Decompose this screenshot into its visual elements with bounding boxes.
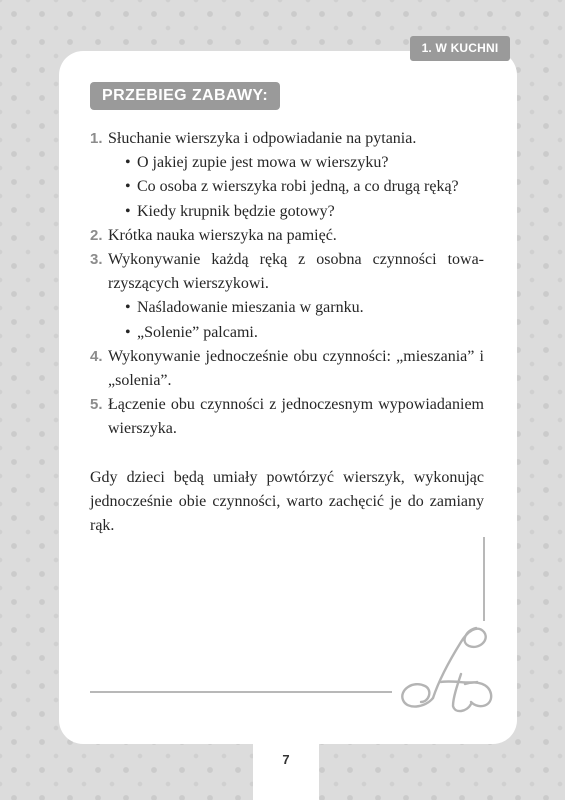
horizontal-rule bbox=[90, 691, 392, 693]
step-number: 2. bbox=[90, 226, 103, 244]
bullet-item: • Co osoba z wierszyka robi jedną, a co drugą ręką? bbox=[108, 175, 484, 199]
step-number: 1. bbox=[90, 130, 103, 147]
step-item bbox=[90, 393, 484, 441]
bullet-item: • O jakiej zupie jest mowa w wierszyku? bbox=[108, 151, 484, 175]
bullet-item: • Kiedy krupnik będzie gotowy? bbox=[108, 200, 484, 224]
section-heading: PRZEBIEG ZABAWY: bbox=[90, 82, 280, 110]
step-text: Łączenie obu czynności z jednoczesnym wypowiadaniem wierszyka. bbox=[108, 396, 484, 438]
chapter-tab-label: 1. W KUCHNI bbox=[410, 36, 510, 61]
note-paragraph: Gdy dzieci będą umiały powtórzyć wierszyk, wykonując jednocześnie obie czynności, warto zachęcić je do zamiany rąk. bbox=[90, 468, 484, 535]
step-item bbox=[90, 248, 484, 345]
steps-list bbox=[90, 127, 484, 442]
bullet-item: • Naśladowanie mieszania w garnku. bbox=[108, 296, 484, 320]
main-content bbox=[90, 127, 484, 538]
flourish-ornament-icon bbox=[393, 610, 503, 720]
step-bullets bbox=[108, 151, 484, 224]
page-number-tab bbox=[253, 738, 319, 800]
page-number: 7 bbox=[282, 752, 290, 767]
step-text: Słuchanie wierszyka i odpowiadanie na pytania. bbox=[108, 130, 417, 147]
step-item bbox=[90, 345, 484, 393]
vertical-rule bbox=[483, 537, 485, 621]
step-text: Krótka nauka wierszyka na pamięć. bbox=[108, 226, 337, 244]
step-bullets bbox=[108, 296, 484, 344]
step-number: 3. bbox=[90, 251, 103, 269]
step-item bbox=[90, 127, 484, 224]
step-number: 4. bbox=[90, 347, 103, 365]
bullet-item: • „Solenie” palcami. bbox=[108, 321, 484, 345]
step-item bbox=[90, 224, 484, 248]
step-text: Wykonywanie jednocześnie obu czynności: „mieszania” i „solenia”. bbox=[108, 347, 484, 390]
step-text: Wykonywanie każdą ręką z osobna czynności towarzyszących wierszykowi. bbox=[108, 251, 484, 293]
step-number: 5. bbox=[90, 396, 103, 414]
